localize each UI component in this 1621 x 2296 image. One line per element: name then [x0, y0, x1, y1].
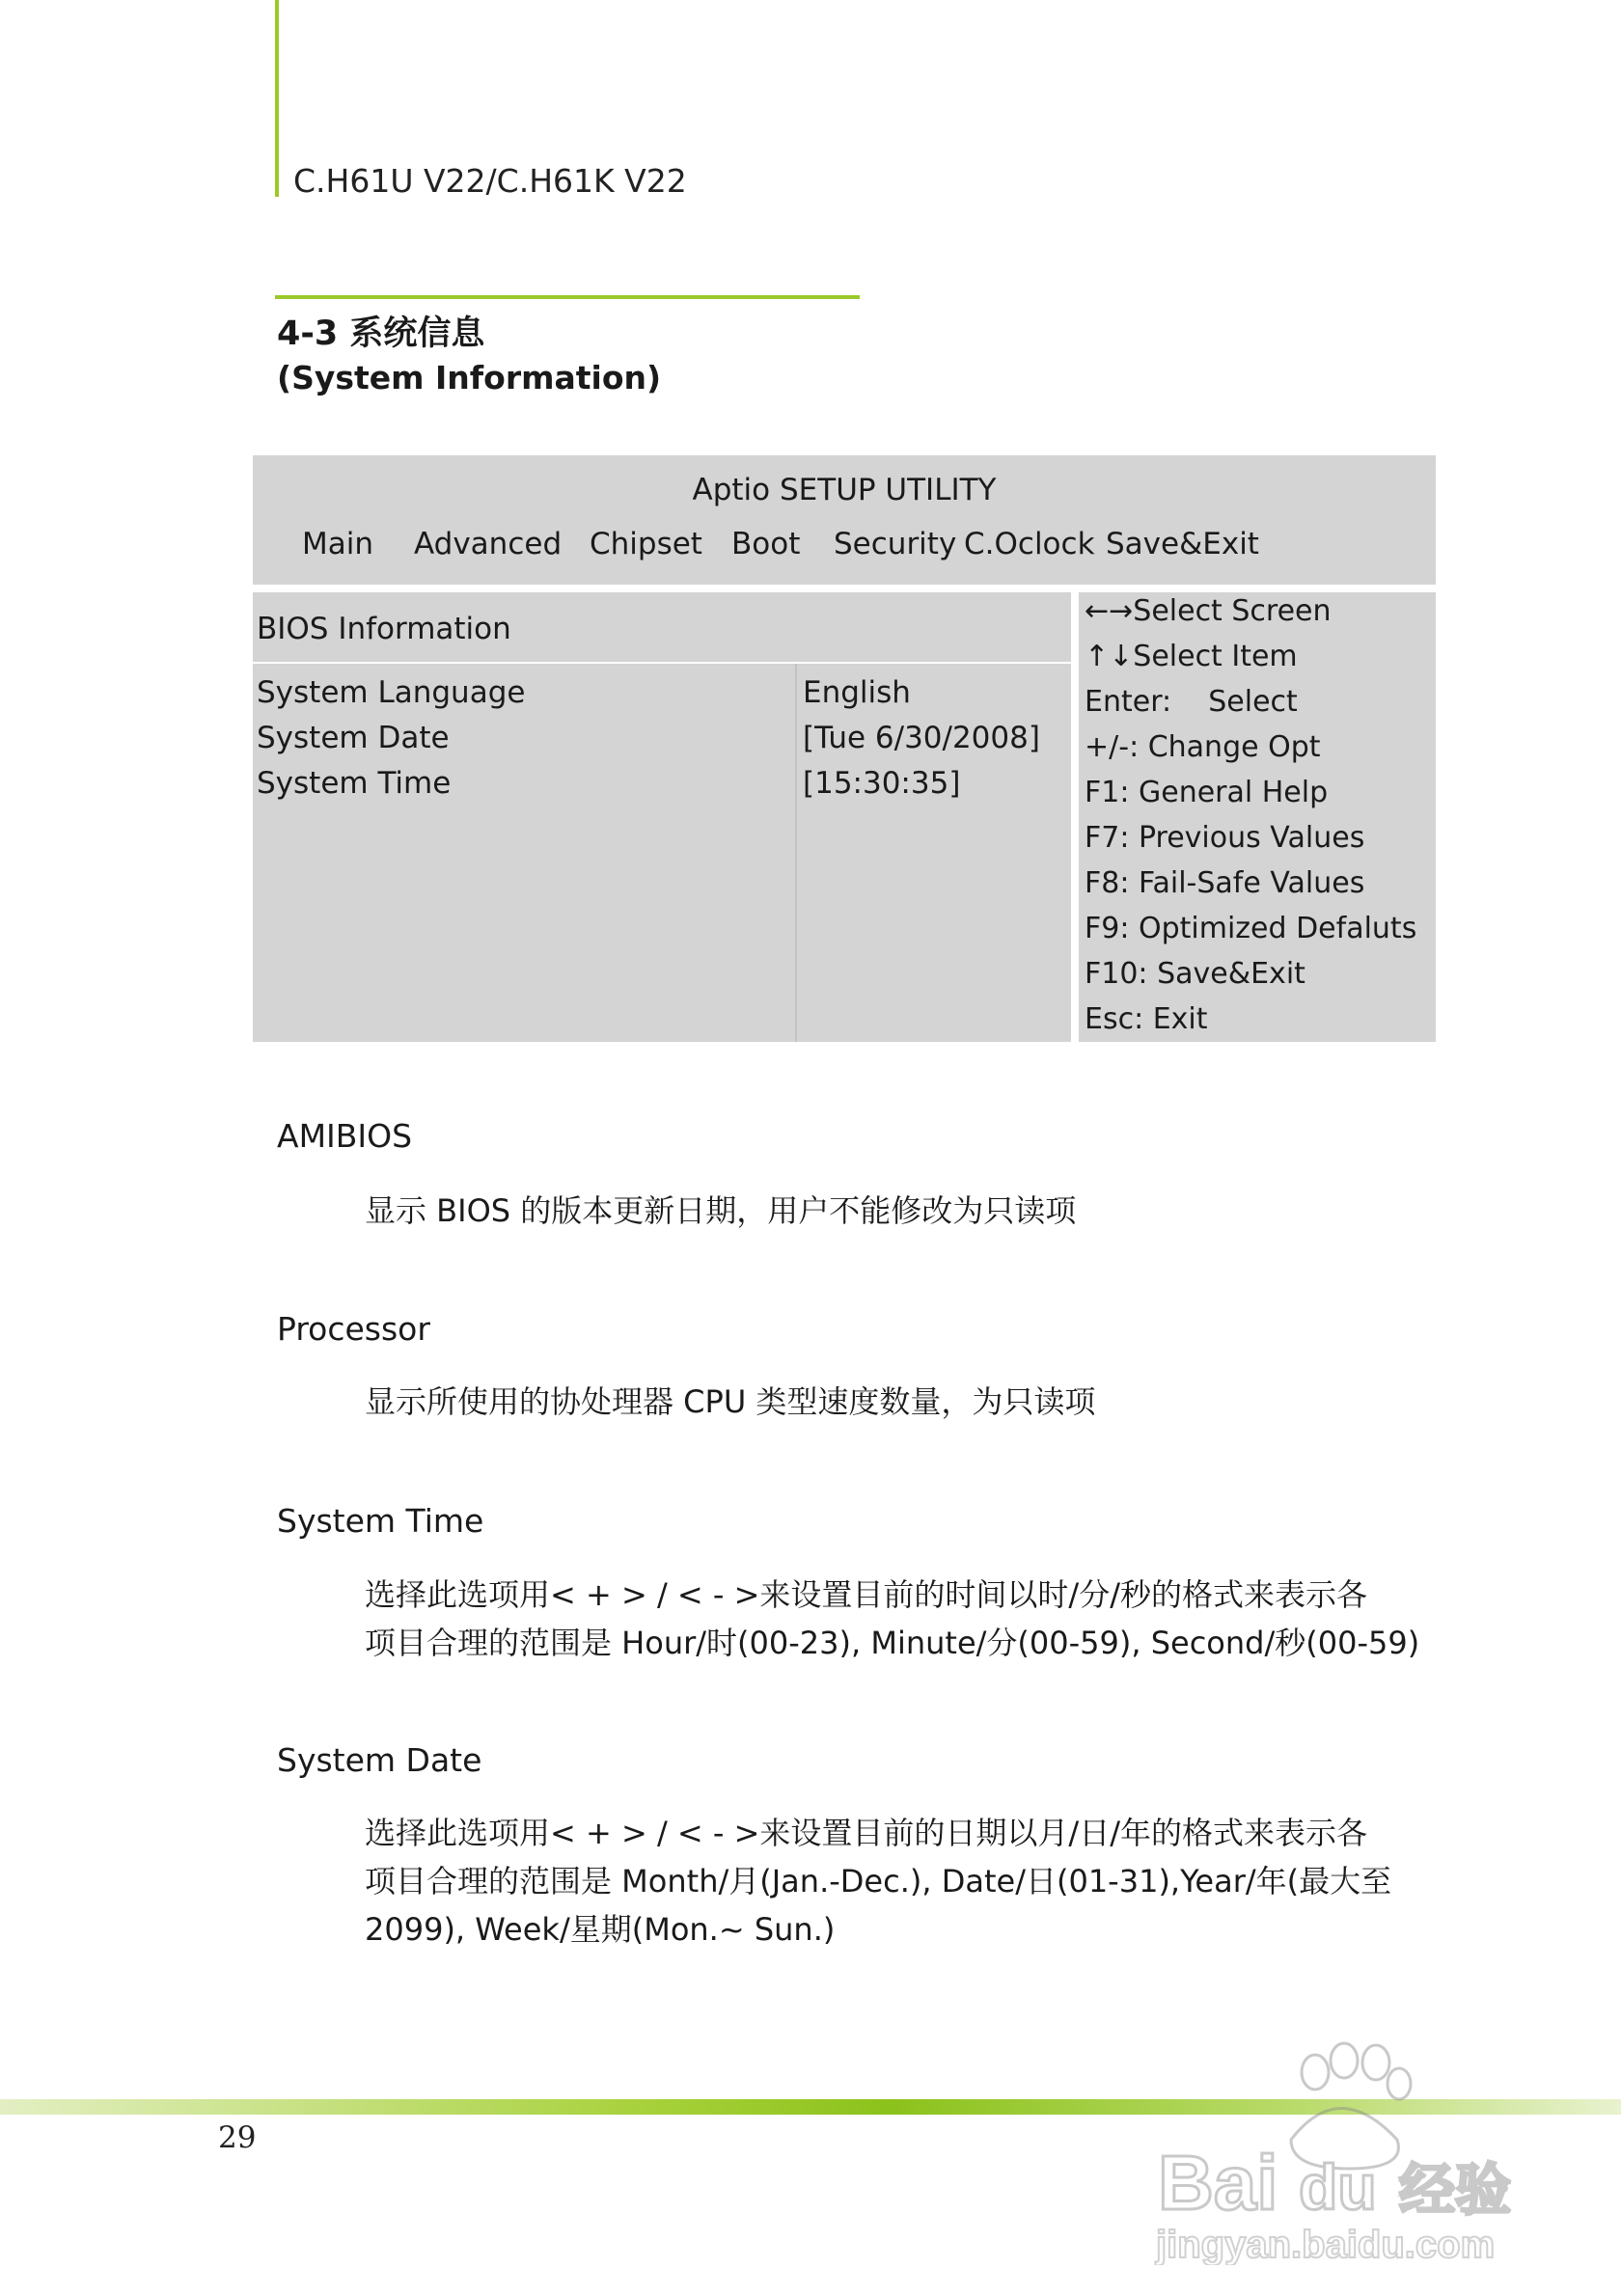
help-change-opt: +/-: Change Opt [1085, 730, 1321, 764]
system-language-label[interactable]: System Language [257, 675, 526, 710]
bios-title: Aptio SETUP UTILITY [692, 473, 997, 507]
help-select-screen: ←→Select Screen [1085, 594, 1332, 628]
tab-chipset[interactable]: Chipset [590, 527, 702, 561]
section-subtitle: (System Information) [277, 359, 662, 396]
term-processor: Processor [277, 1310, 430, 1348]
bios-information-row [253, 592, 1071, 664]
help-f8: F8: Fail-Safe Values [1085, 866, 1365, 900]
help-select-item: ↑↓Select Item [1085, 640, 1298, 673]
system-time-value: [15:30:35] [803, 766, 961, 801]
help-esc: Esc: Exit [1085, 1002, 1208, 1036]
desc-line: 项目合理的范围是 Hour/时(00-23), Minute/分(00-59), Second/秒(00-59) [365, 1625, 1420, 1661]
tab-advanced[interactable]: Advanced [414, 527, 563, 561]
svg-text:经验: 经验 [1399, 2157, 1512, 2223]
tab-security[interactable]: Security [834, 527, 957, 561]
tab-c-oclock[interactable]: C.Oclock [964, 527, 1095, 561]
section-rule [275, 295, 860, 299]
section-title: 4-3 系统信息 [277, 314, 485, 353]
system-language-value: English [803, 675, 911, 710]
svg-text:Bai: Bai [1158, 2140, 1278, 2226]
term-amibios: AMIBIOS [277, 1117, 413, 1155]
page-number: 29 [218, 2120, 257, 2155]
tab-boot[interactable]: Boot [731, 527, 801, 561]
desc-line: 2099), Week/星期(Mon.~ Sun.) [365, 1911, 836, 1948]
tab-save-exit[interactable]: Save&Exit [1106, 527, 1259, 561]
desc-line: 项目合理的范围是 Month/月(Jan.-Dec.), Date/日(01-31),Year/年(最大至 [365, 1863, 1392, 1900]
tab-main[interactable]: Main [302, 527, 374, 561]
desc-system-date [365, 1809, 1391, 1954]
svg-text:jingyan.baidu.com: jingyan.baidu.com [1156, 2224, 1496, 2265]
desc-processor [365, 1378, 1095, 1426]
bios-help-panel [1079, 592, 1436, 1042]
bios-main-panel [253, 592, 1071, 1042]
desc-amibios [365, 1187, 1076, 1235]
column-divider [795, 664, 797, 1042]
desc-system-time [365, 1571, 1419, 1667]
term-system-date: System Date [277, 1741, 482, 1779]
baidu-watermark-logo [1146, 2034, 1532, 2265]
help-f7: F7: Previous Values [1085, 821, 1365, 855]
system-date-label[interactable]: System Date [257, 721, 450, 755]
help-f1: F1: General Help [1085, 776, 1329, 809]
help-f9: F9: Optimized Defaluts [1085, 912, 1417, 945]
model-name: C.H61U V22/C.H61K V22 [293, 162, 687, 200]
bios-information-label: BIOS Information [257, 612, 511, 646]
bios-tab-bar [253, 527, 1436, 565]
desc-line: 选择此选项用< + > / < - >来设置目前的时间以时/分/秒的格式来表示各 [365, 1576, 1367, 1613]
desc-line: 显示所使用的协处理器 CPU 类型速度数量，为只读项 [365, 1383, 1096, 1420]
system-date-value: [Tue 6/30/2008] [803, 721, 1040, 755]
desc-line: 显示 BIOS 的版本更新日期，用户不能修改为只读项 [365, 1192, 1077, 1229]
svg-text:du: du [1299, 2151, 1377, 2223]
help-enter-select: Enter: Select [1085, 685, 1298, 719]
term-system-time: System Time [277, 1502, 484, 1540]
desc-line: 选择此选项用< + > / < - >来设置目前的日期以月/日/年的格式来表示各 [365, 1815, 1367, 1851]
header-accent-bar [275, 0, 279, 197]
system-time-label[interactable]: System Time [257, 766, 452, 801]
bios-screen [253, 455, 1436, 1042]
bios-header [253, 455, 1436, 585]
help-f10: F10: Save&Exit [1085, 957, 1305, 991]
